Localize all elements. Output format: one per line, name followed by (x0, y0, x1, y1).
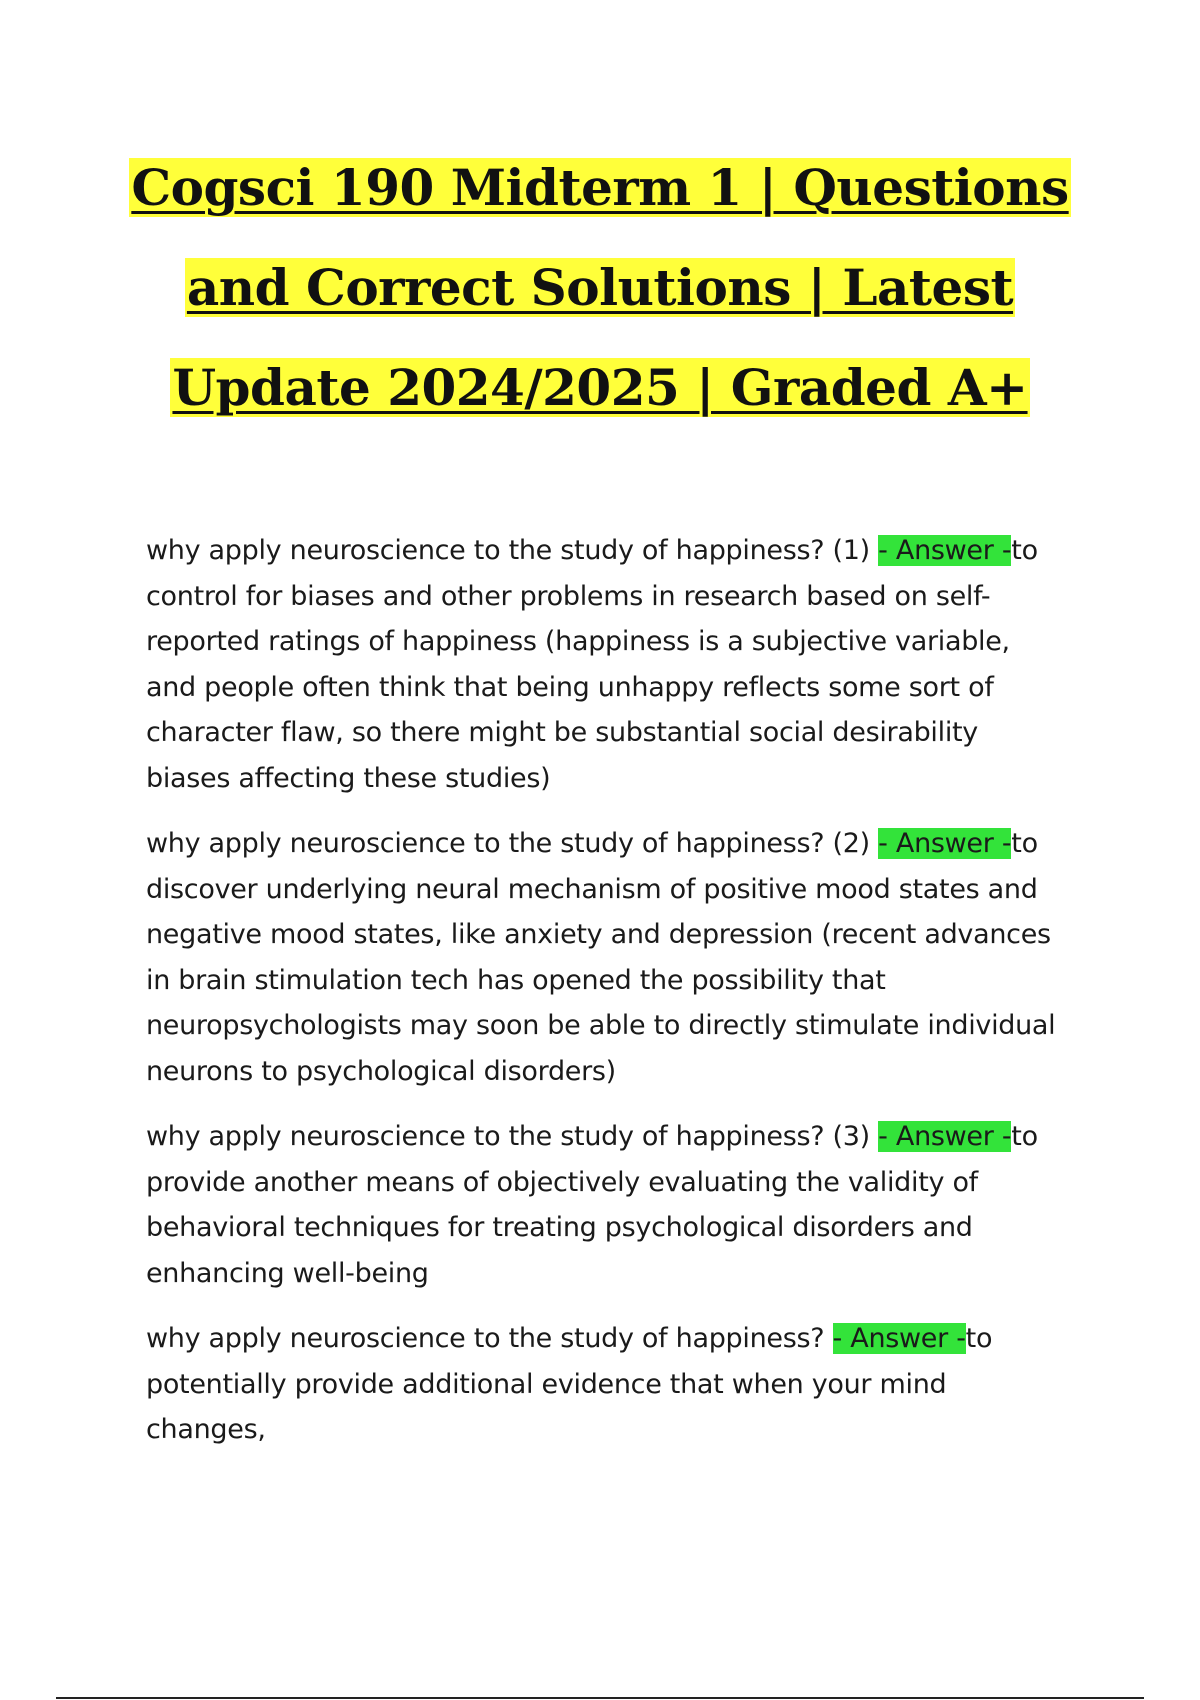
document-title (0, 138, 1200, 438)
answer-text: to provide another means of objectively evaluating the validity of behavioral techniques for treating psychological disorders and enhancing well-being (146, 1121, 1038, 1289)
qa-item (146, 528, 1066, 801)
qa-list (146, 528, 1066, 1473)
answer-marker: - Answer - (878, 1121, 1012, 1152)
answer-text: to potentially provide additional evidence that when your mind changes, (146, 1323, 993, 1445)
qa-item (146, 1114, 1066, 1296)
question-text: why apply neuroscience to the study of happiness? (146, 1323, 833, 1354)
title-line (0, 138, 1200, 238)
answer-marker: - Answer - (832, 1323, 966, 1354)
qa-item (146, 1316, 1066, 1453)
title-line (0, 238, 1200, 338)
answer-text: to control for biases and other problems in research based on self-reported ratings of happiness (happiness is a subjective variable, and people often think that being unhappy reflects some sort of character flaw, so there might be substantial social desirability biases affecting these studies) (146, 535, 1038, 794)
title-line-text: Update 2024/2025 | Graded A+ (172, 358, 1028, 417)
title-line-text: Cogsci 190 Midterm 1 | Questions (131, 158, 1069, 217)
question-text: why apply neuroscience to the study of happiness? (3) (146, 1121, 879, 1152)
question-text: why apply neuroscience to the study of happiness? (2) (146, 828, 879, 859)
question-text: why apply neuroscience to the study of happiness? (1) (146, 535, 879, 566)
qa-item (146, 821, 1066, 1094)
page-bottom-rule (56, 1697, 1144, 1699)
title-line (0, 338, 1200, 438)
answer-marker: - Answer - (878, 828, 1012, 859)
title-line-text: and Correct Solutions | Latest (186, 258, 1014, 317)
answer-marker: - Answer - (878, 535, 1012, 566)
answer-text: to discover underlying neural mechanism of positive mood states and negative mood states, like anxiety and depression (recent advances in brain stimulation tech has opened the possibility that neuropsychologists may soon be able to directly stimulate individual neurons to psychological disorders) (146, 828, 1056, 1087)
